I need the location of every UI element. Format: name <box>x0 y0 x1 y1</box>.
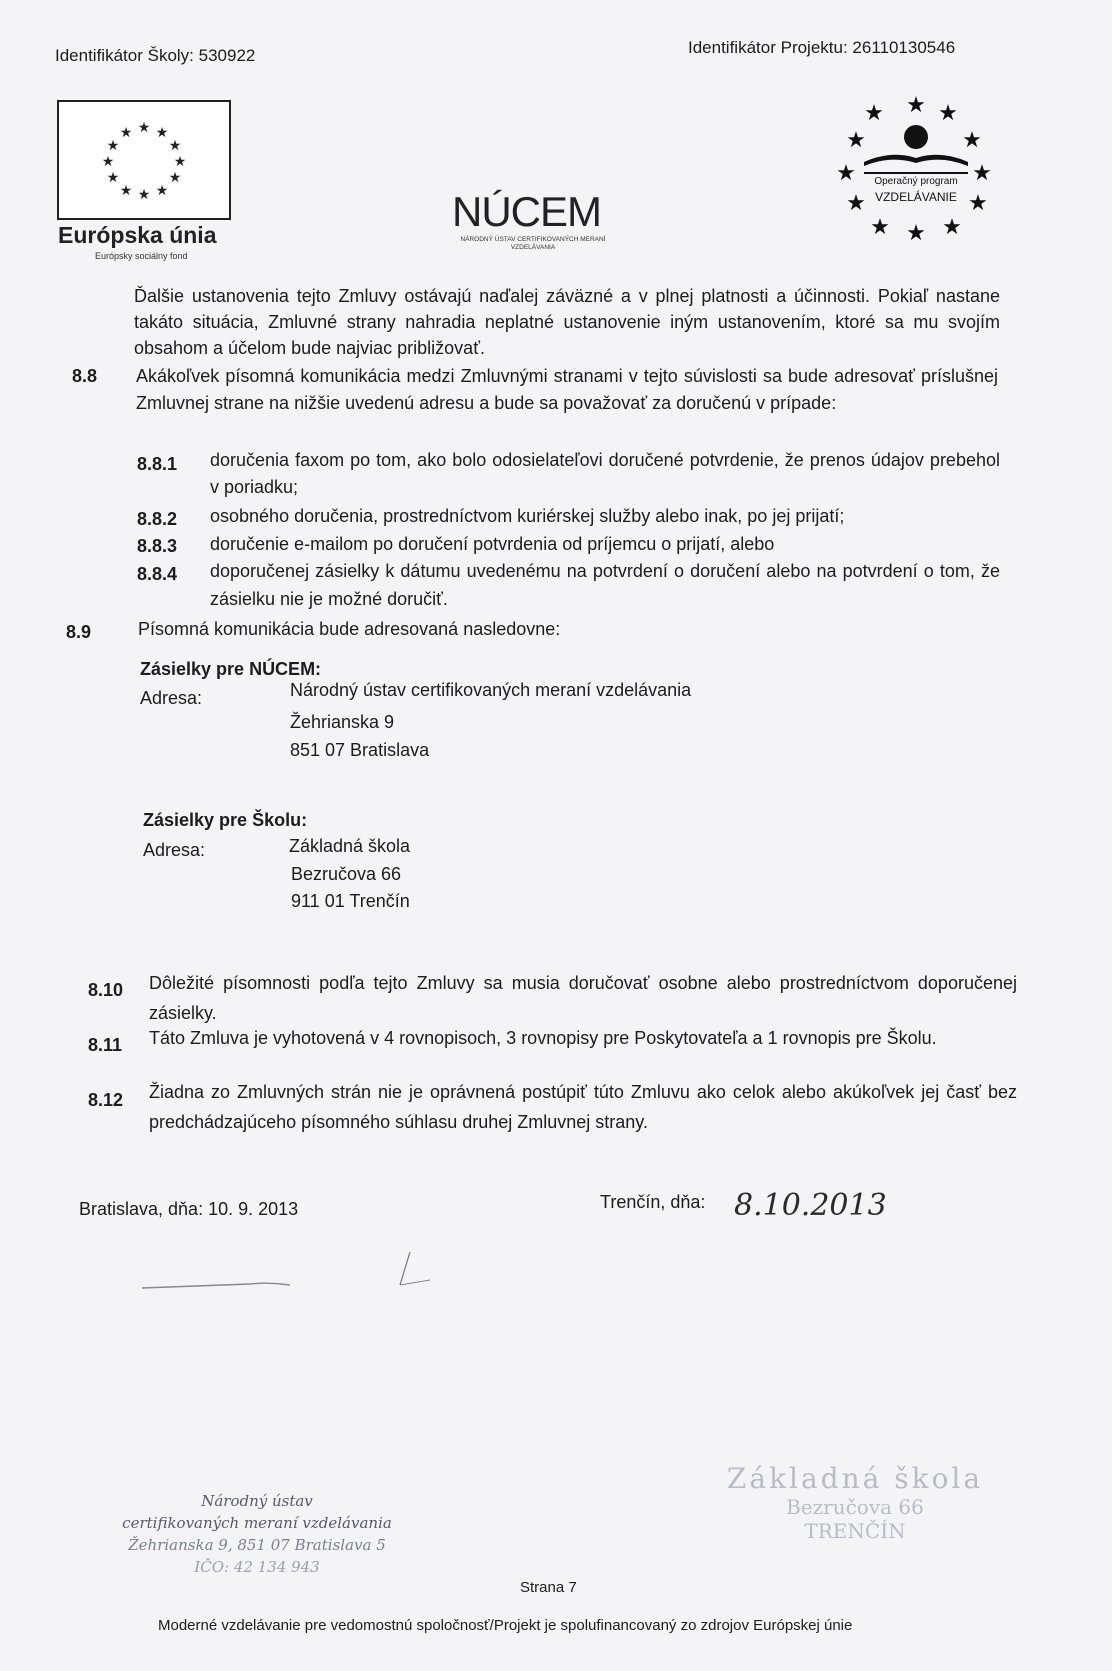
nucem-stamp <box>112 1490 402 1578</box>
nucem-logo: NÚCEM <box>452 188 601 235</box>
subsection-number: 8.8.4 <box>137 564 178 584</box>
school-address-heading: Zásielky pre Školu: <box>143 810 308 830</box>
svg-text:★: ★ <box>846 191 866 216</box>
svg-text:★: ★ <box>836 161 856 186</box>
signature-mark <box>130 1240 450 1300</box>
school-identifier: Identifikátor Školy: 530922 <box>55 46 256 65</box>
svg-text:★: ★ <box>119 125 133 141</box>
page-number: Strana 7 <box>520 1579 577 1596</box>
svg-text:★: ★ <box>106 138 120 154</box>
eu-title: Európska únia <box>58 222 217 248</box>
subsection-number: 8.8.3 <box>137 536 178 556</box>
section-number: 8.10 <box>88 980 124 1000</box>
svg-text:★: ★ <box>846 128 866 153</box>
svg-text:★: ★ <box>168 170 182 186</box>
handwritten-date: 8.10.2013 <box>734 1188 887 1223</box>
section-number: 8.9 <box>66 622 92 642</box>
section-text: Žiadna zo Zmluvných strán nie je oprávnená postúpiť túto Zmluvu ako celok alebo akúkoľvek jej časť bez predchádzajúceho písomného súhlasu druhej Zmluvnej strany. <box>149 1082 1017 1132</box>
section-text: Dôležité písomnosti podľa tejto Zmluvy sa musia doručovať osobne alebo prostredníctvom doporučenej zásielky. <box>149 973 1017 1023</box>
school-stamp <box>705 1462 1005 1543</box>
section-text: Písomná komunikácia bude adresovaná nasledovne: <box>138 619 561 639</box>
svg-text:★: ★ <box>906 93 926 118</box>
school-address-line3: 911 01 Trenčín <box>291 891 410 911</box>
footer-note: Moderné vzdelávanie pre vedomostnú spoločnosť/Projekt je spolufinancovaný zo zdrojov Európskej únie <box>158 1617 853 1634</box>
op-line2: VZDELÁVANIE <box>875 190 957 204</box>
school-stamp-line1: Základná škola <box>726 1462 984 1495</box>
subsection-number: 8.8.2 <box>137 509 178 529</box>
svg-text:★: ★ <box>962 128 982 153</box>
svg-text:★: ★ <box>106 170 120 186</box>
nucem-address-line3: 851 07 Bratislava <box>290 740 430 760</box>
op-line1: Operačný program <box>874 176 958 187</box>
nucem-address-heading: Zásielky pre NÚCEM: <box>140 659 322 679</box>
svg-text:★: ★ <box>155 125 169 141</box>
left-place-date: Bratislava, dňa: 10. 9. 2013 <box>79 1199 299 1219</box>
nucem-address-label: Adresa: <box>140 688 203 708</box>
svg-text:★: ★ <box>968 191 988 216</box>
section-text: Akákoľvek písomná komunikácia medzi Zmluvnými stranami v tejto súvislosti sa bude adresovať príslušnej Zmluvnej strane na nižšie uvedenú adresu a bude sa považovať za doručenú v prípade: <box>136 366 998 413</box>
eu-subtitle: Európsky sociálny fond <box>95 251 188 261</box>
op-stars-book-icon <box>836 92 996 252</box>
section-text: Táto Zmluva je vyhotovená v 4 rovnopisoch, 3 rovnopisy pre Poskytovateľa a 1 rovnopis pre Školu. <box>149 1028 937 1048</box>
svg-text:★: ★ <box>155 183 169 199</box>
right-place-label: Trenčín, dňa: <box>600 1192 706 1212</box>
svg-text:★: ★ <box>972 161 992 186</box>
svg-text:★: ★ <box>168 138 182 154</box>
svg-text:★: ★ <box>942 215 962 240</box>
subsection-number: 8.8.1 <box>137 454 178 474</box>
svg-text:★: ★ <box>173 154 187 170</box>
svg-text:★: ★ <box>137 187 151 203</box>
section-number: 8.11 <box>88 1035 123 1055</box>
subsection-text: doručenia faxom po tom, ako bolo odosielateľovi doručené potvrdenie, že prenos údajov prebehol v poriadku; <box>210 450 1000 497</box>
section-number: 8.8 <box>72 366 98 386</box>
subsection-text: doručenie e-mailom po doručení potvrdenia od príjemcu o prijatí, alebo <box>210 534 775 554</box>
project-identifier: Identifikátor Projektu: 26110130546 <box>688 38 956 57</box>
nucem-stamp-line3: Žehrianska 9, 851 07 Bratislava 5 <box>128 1536 386 1554</box>
svg-text:★: ★ <box>906 221 926 246</box>
section-number: 8.12 <box>88 1090 124 1110</box>
svg-text:★: ★ <box>938 101 958 126</box>
school-address-line1: Základná škola <box>289 836 411 856</box>
svg-text:★: ★ <box>864 101 884 126</box>
school-stamp-line3: TRENČÍN <box>804 1519 906 1543</box>
svg-text:★: ★ <box>137 120 151 136</box>
nucem-address-line1: Národný ústav certifikovaných meraní vzdelávania <box>290 680 692 700</box>
nucem-stamp-line4: IČO: 42 134 943 <box>194 1558 320 1576</box>
school-address-line2: Bezručova 66 <box>291 864 402 884</box>
svg-text:★: ★ <box>101 154 115 170</box>
nucem-logo-subtitle: NÁRODNÝ ÚSTAV CERTIFIKOVANÝCH MERANÍ VZDELÁVANIA <box>460 236 606 251</box>
op-vzdelavanie-logo <box>836 92 996 252</box>
nucem-stamp-line2: certifikovaných meraní vzdelávania <box>122 1514 392 1532</box>
school-stamp-line2: Bezručova 66 <box>786 1495 924 1519</box>
svg-text:★: ★ <box>870 215 890 240</box>
subsection-text: osobného doručenia, prostredníctvom kuriérskej služby alebo inak, po jej prijatí; <box>210 506 845 526</box>
eu-flag-logo <box>57 100 231 220</box>
eu-stars-icon <box>59 102 229 218</box>
nucem-stamp-line1: Národný ústav <box>201 1492 313 1510</box>
subsection-text: doporučenej zásielky k dátumu uvedenému na potvrdení o doručení alebo na potvrdení o tom, že zásielku nie je možné doručiť. <box>210 561 1000 609</box>
continuation-paragraph: Ďalšie ustanovenia tejto Zmluvy ostávajú naďalej záväzné a v plnej platnosti a účinnosti. Pokiaľ nastane takáto situácia, Zmluvné strany nahradia neplatné ustanovenie iným ustanovením, ktoré sa mu svojím obsahom a účelom bude najviac približovať. <box>134 286 1000 358</box>
svg-text:★: ★ <box>119 183 133 199</box>
school-address-label: Adresa: <box>143 840 206 860</box>
nucem-address-line2: Žehrianska 9 <box>290 712 395 732</box>
